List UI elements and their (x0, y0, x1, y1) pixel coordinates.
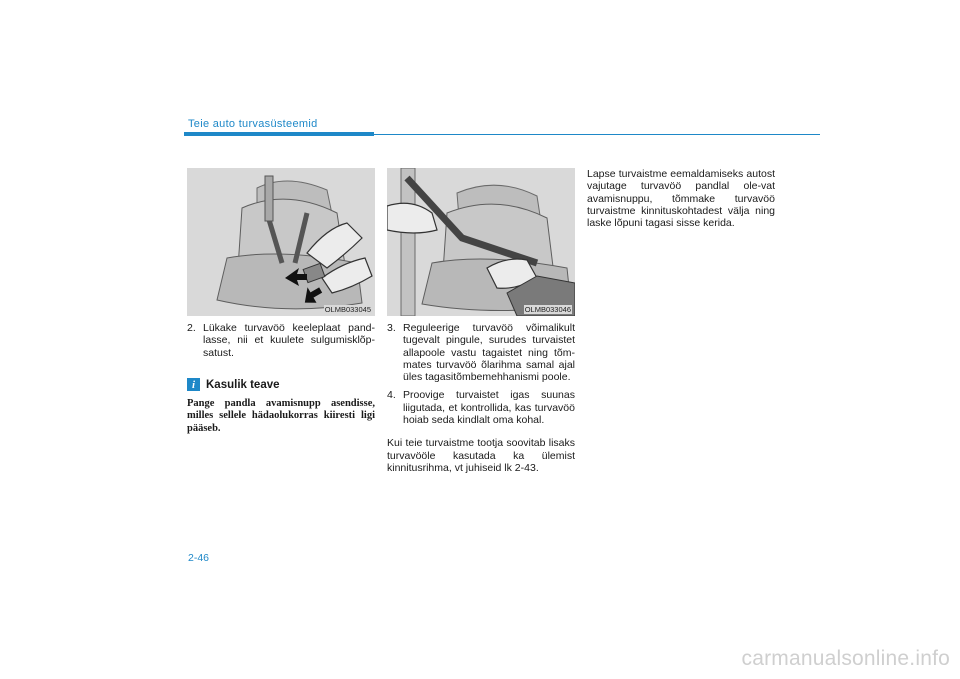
note-title: Kasulik teave (206, 378, 280, 391)
column-3-text (587, 168, 775, 229)
step-number: 2. (187, 322, 196, 334)
step-number: 4. (387, 389, 396, 402)
step-text: Proovige turvaistet igas suunas liigutada, et kontrollida, kas turvavöö hoiab seda kindlalt oma kohal. (403, 389, 575, 427)
column-1-text (187, 322, 375, 365)
header-rule-thin (374, 134, 820, 135)
step-text: Reguleerige turvavöö võimalikult tugevalt pingule, surudes turvaistet allapoole vastu tagaistet ning tõm-mates turvavöö õlarihma samal ajal üles tagasitõmbemehhanismi poole. (403, 322, 575, 384)
tether-paragraph: Kui teie turvaistme tootja soovitab lisaks turvavööle kasutada ka ülemist kinnitusrihma, vt juhiseid lk 2-43. (387, 437, 575, 474)
removal-paragraph: Lapse turvaistme eemaldamiseks autost vajutage turvavöö pandlal ole-vat avamisnuppu, tõmmake turvavöö turvaistme kinnituskohtadest välja ning laske lõpuni tagasi sisse kerida. (587, 168, 775, 230)
figure-code: OLMB033046 (524, 305, 571, 314)
watermark: carmanualsonline.info (741, 647, 950, 670)
header-rule-thick (184, 132, 374, 136)
note-heading (187, 378, 280, 391)
step-number: 3. (387, 322, 396, 334)
page-number: 2-46 (188, 552, 210, 564)
step-4 (387, 389, 575, 426)
figure-tighten-seatbelt (387, 168, 575, 316)
column-2-text (387, 322, 575, 474)
step-3 (387, 322, 575, 383)
child-seat-tighten-illustration (387, 168, 575, 316)
figure-code: OLMB033045 (324, 305, 371, 314)
section-title: Teie auto turvasüsteemid (188, 118, 318, 130)
figure-buckle-seatbelt (187, 168, 375, 316)
note-body: Pange pandla avamisnupp asendisse, milles sellele hädaolukorras kiiresti ligi pääseb. (187, 398, 375, 434)
step-text: Lükake turvavöö keeleplaat pand-lasse, nii et kuulete sulgumisklõp-satust. (203, 322, 375, 359)
step-2 (187, 322, 375, 359)
info-icon: i (187, 378, 200, 391)
child-seat-buckle-illustration (187, 168, 375, 316)
